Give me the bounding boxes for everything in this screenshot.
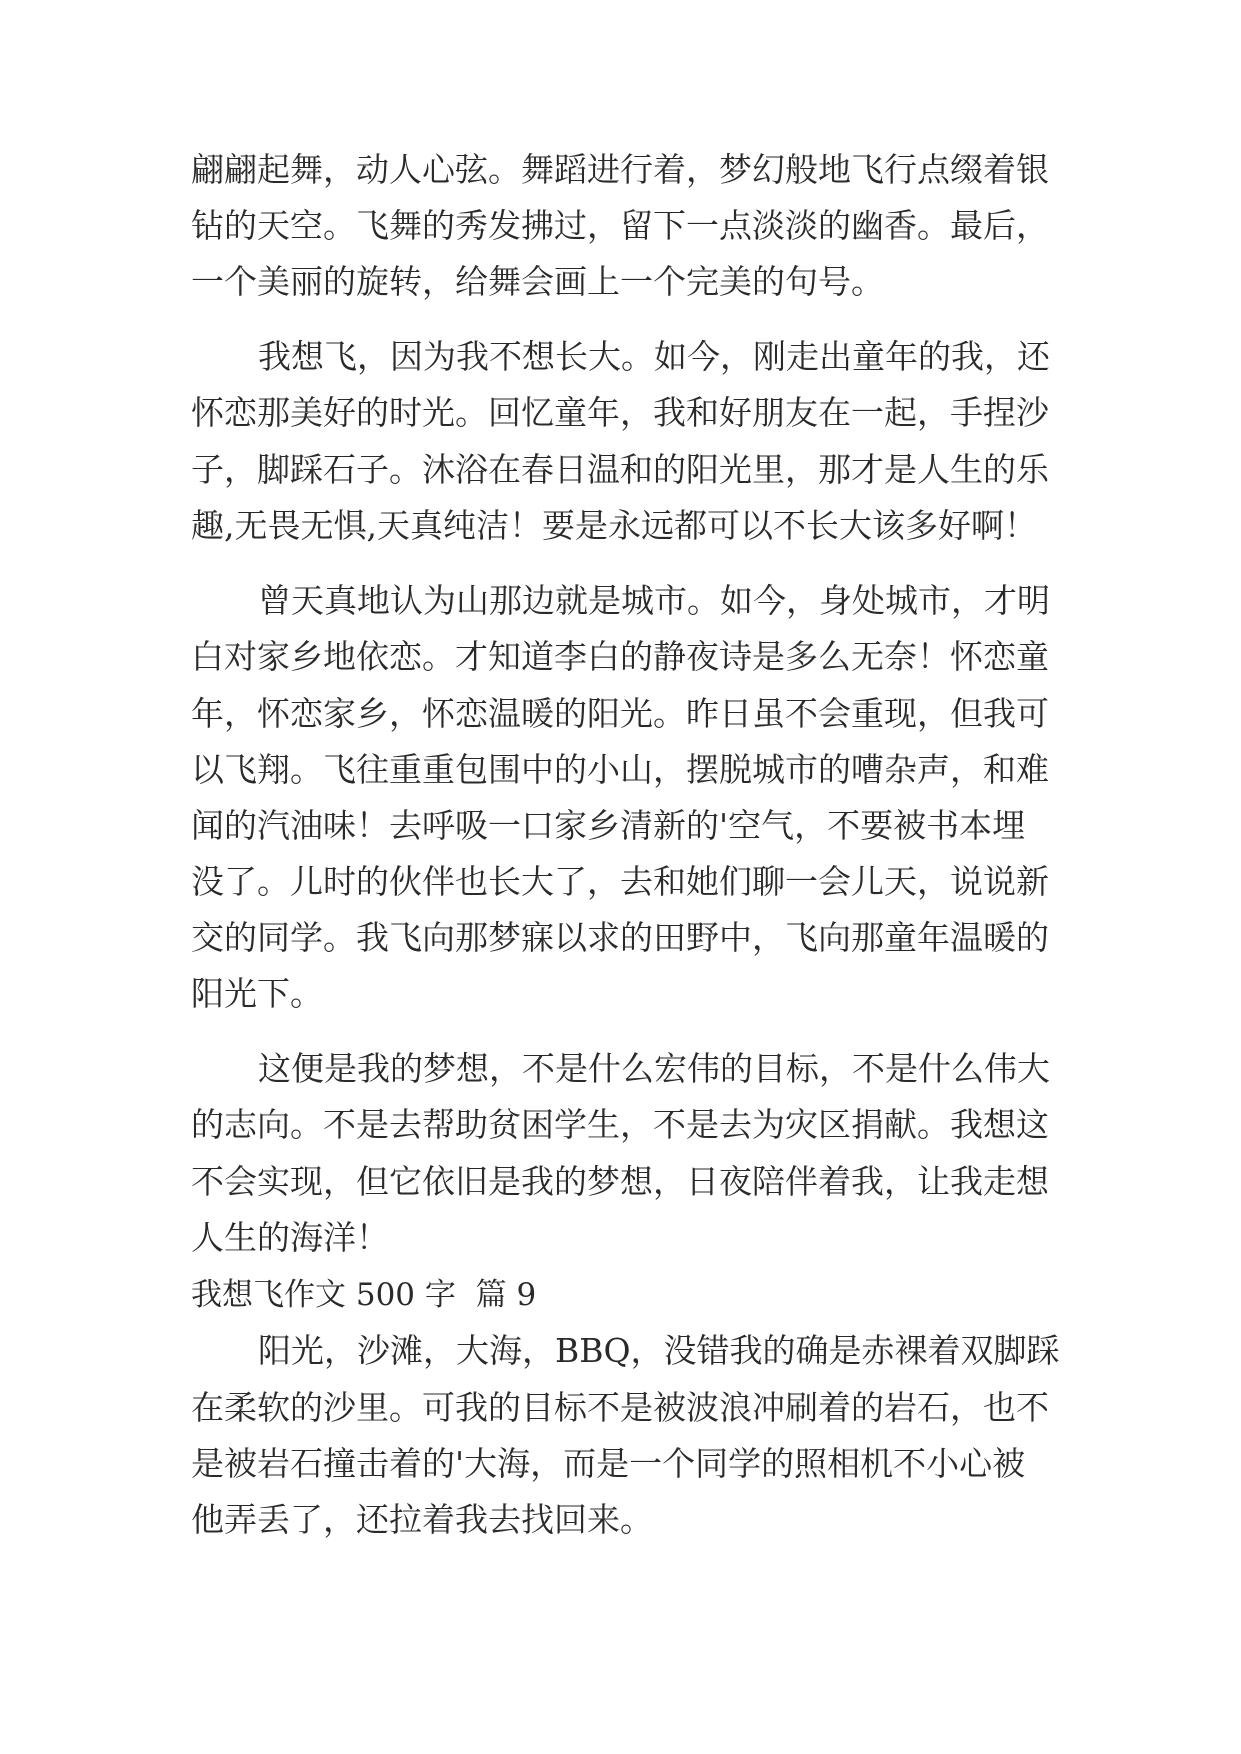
text-line: 白对家乡地依恋。才知道李白的静夜诗是多么无奈！怀恋童 (191, 637, 1049, 676)
text-line: 趣,无畏无惧,天真纯洁！要是永远都可以不长大该多好啊！ (191, 506, 1037, 545)
text-line: 一个美丽的旋转，给舞会画上一个完美的句号。 (191, 262, 884, 301)
text-line: 在柔软的沙里。可我的目标不是被波浪冲刷着的岩石，也不 (191, 1388, 1049, 1427)
paragraph-first-line: 阳光，沙滩，大海，BBQ，没错我的确是赤裸着双脚踩 (258, 1331, 1060, 1370)
text-line: 的志向。不是去帮助贫困学生，不是去为灾区捐献。我想这 (191, 1105, 1049, 1144)
text-line: 钻的天空。飞舞的秀发拂过，留下一点淡淡的幽香。最后， (191, 206, 1049, 245)
text-line: 阳光下。 (191, 974, 323, 1013)
paragraph-first-line: 曾天真地认为山那边就是城市。如今，身处城市，才明 (258, 581, 1050, 620)
text-line: 是被岩石撞击着的'大海，而是一个同学的照相机不小心被 (191, 1444, 1026, 1483)
text-line: 以飞翔。飞往重重包围中的小山，摆脱城市的嘈杂声，和难 (191, 750, 1049, 789)
text-line: 翩翩起舞，动人心弦。舞蹈进行着，梦幻般地飞行点缀着银 (191, 150, 1049, 189)
text-line: 人生的海洋！ (191, 1218, 389, 1257)
text-line: 年，怀恋家乡，怀恋温暖的阳光。昨日虽不会重现，但我可 (191, 694, 1049, 733)
text-line: 不会实现，但它依旧是我的梦想，日夜陪伴着我，让我走想 (191, 1162, 1049, 1201)
text-line: 闻的汽油味！去呼吸一口家乡清新的'空气，不要被书本埋 (191, 806, 1026, 845)
text-line: 怀恋那美好的时光。回忆童年，我和好朋友在一起，手捏沙 (191, 393, 1049, 432)
paragraph-first-line: 我想飞，因为我不想长大。如今，刚走出童年的我，还 (258, 337, 1050, 376)
text-line: 交的同学。我飞向那梦寐以求的田野中，飞向那童年温暖的 (191, 918, 1049, 957)
section-heading: 我想飞作文 500 字 篇 9 (191, 1277, 537, 1313)
text-line: 没了。儿时的伙伴也长大了，去和她们聊一会儿天，说说新 (191, 862, 1049, 901)
paragraph-first-line: 这便是我的梦想，不是什么宏伟的目标，不是什么伟大 (258, 1049, 1050, 1088)
text-line: 子，脚踩石子。沐浴在春日温和的阳光里，那才是人生的乐 (191, 450, 1049, 489)
text-line: 他弄丢了，还拉着我去找回来。 (191, 1500, 653, 1539)
